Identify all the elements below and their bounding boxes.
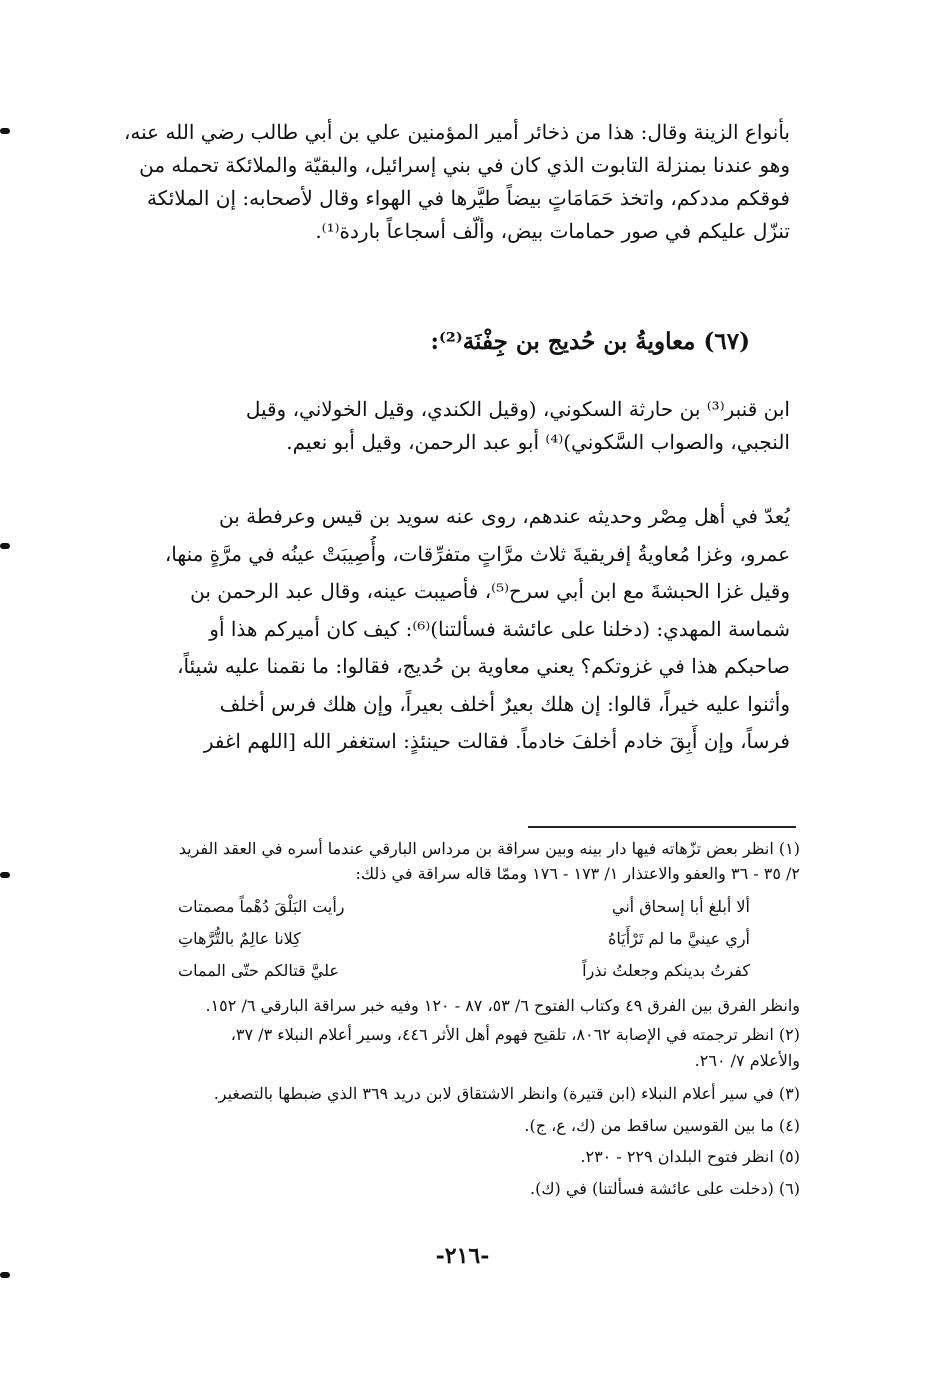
text-line: فرساً، وإن أَبِقَ خادم أخلفَ خادماً. فقالت حينئذٍ: استغفر الله [اللهم اغفر xyxy=(203,729,790,753)
text-line: عمرو، وغزا مُعاويةُ إفريقيةَ ثلاث مرَّاتٍ متفرِّقات، وأُصِيبَتْ عينُه في مرَّةٍ منها، xyxy=(164,541,790,566)
scan-mark xyxy=(0,543,10,549)
verse-right-hemistich: أري عينيَّ ما لم تَرْأَيَاهُ xyxy=(608,929,750,948)
text-line: النجبي، والصواب السَّكوني)⁽⁴⁾ أبو عبد الرحمن، وقيل أبو نعيم. xyxy=(286,430,790,454)
main-paragraph xyxy=(100,498,790,761)
text-line: وأثنوا عليه خيراً، قالوا: إن هلك بعيرٌ أخلف بعيراً، وإن هلك فرس أخلف xyxy=(219,691,790,716)
text-line: يُعدّ في أهل مِصْر وحديثه عندهم، روى عنه سويد بن قيس وعرفطة بن xyxy=(218,504,790,528)
text-line: صاحبكم هذا في غزوتكم؟ يعني معاوية بن حُديج، فقالوا: ما نقمنا عليه شيئاً، xyxy=(177,654,790,678)
footnote-1-line: (١) انظر بعض تزّهاته فيها دار بينه وبين سراقة بن مرداس البارقي عندما أسره في العقد الفريد xyxy=(178,839,800,858)
entry-heading: (٦٧) معاويةُ بن حُديج بن جِفْنَة⁽²⁾: xyxy=(430,328,750,355)
verse-left-hemistich: عليَّ قتالكم حتّى الممات xyxy=(178,961,339,980)
text-line: شماسة المهدي: (دخلنا على عائشة فسألتنا)⁽⁶⁾: كيف كان أميركم هذا أو xyxy=(209,616,790,641)
footnote-1-line: وانظر الفرق بين الفرق ٤٩ وكتاب الفتوح ٦/ ٥٣، ٨٧ - ١٢٠ وفيه خبر سراقة البارقي ٦/ ١٥٢. xyxy=(205,996,800,1015)
lineage-paragraph xyxy=(100,393,790,459)
footnote-2-line: والأعلام ٧/ ٢٦٠. xyxy=(694,1051,800,1070)
text-line: تنزّل عليكم في صور حمامات بيض، وألّف أسجاعاً باردة⁽¹⁾. xyxy=(315,219,790,243)
footnote-2-line: (٢) انظر ترجمته في الإصابة ٨٠٦٢، تلقيح فهوم أهل الأثر ٤٤٦، وسير أعلام النبلاء ٣/ ٣٧، xyxy=(230,1025,800,1044)
verse-left-hemistich: رأيت البَلْقَ دُهْماً مصمتات xyxy=(178,897,345,916)
verse-right-hemistich: ألا أبلغ أبا إسحاق أني xyxy=(611,897,750,916)
verse-left-hemistich: كِلانا عالِمٌ بالتُّرَّهاتِ xyxy=(178,929,301,948)
footnote-3: (٣) في سير أعلام النبلاء (ابن قتيرة) وانظر الاشتقاق لابن دريد ٣٦٩ الذي ضبطها بالتصغير. xyxy=(213,1084,800,1103)
text-line: وقيل غزا الحبشةَ مع ابن أبي سرح⁽⁵⁾، فأصيبت عينه، وقال عبد الرحمن بن xyxy=(190,579,790,603)
scan-mark xyxy=(0,1272,10,1278)
footnote-6: (٦) (دخلت على عائشة فسألتنا) في (ك). xyxy=(530,1179,800,1198)
text-line: ابن قنبر⁽³⁾ بن حارثة السكوني، (وقيل الكندي، وقيل الخولاني، وقيل xyxy=(245,397,790,421)
footnote-separator xyxy=(528,826,796,828)
footnote-1-line: ٢/ ٣٥ - ٣٦ والعفو والاعتذار ١/ ١٧٣ - ١٧٦ وممّا قاله سراقة في ذلك: xyxy=(355,864,800,883)
scan-mark xyxy=(0,872,10,878)
footnote-5: (٥) انظر فتوح البلدان ٢٢٩ - ٢٣٠. xyxy=(580,1147,800,1166)
top-paragraph xyxy=(100,116,790,248)
page-number: -٢١٦- xyxy=(435,1243,490,1269)
text-line: بأنواع الزينة وقال: هذا من ذخائر أمير المؤمنين علي بن أبي طالب رضي الله عنه، xyxy=(123,120,790,144)
scan-mark xyxy=(0,128,10,134)
verse-right-hemistich: كفرتُ بدينكم وجعلتُ نذراً xyxy=(582,961,750,980)
footnote-4: (٤) ما بين القوسين ساقط من (ك، ع، ج). xyxy=(524,1116,800,1135)
text-line: فوقكم مددكم، واتخذ حَمَامَاتٍ بيضاً طيَّرها في الهواء وقال لأصحابه: إن الملائكة xyxy=(146,186,790,210)
text-line: وهو عندنا بمنزلة التابوت الذي كان في بني إسرائيل، والبقيّة والملائكة تحمله من xyxy=(139,153,790,177)
